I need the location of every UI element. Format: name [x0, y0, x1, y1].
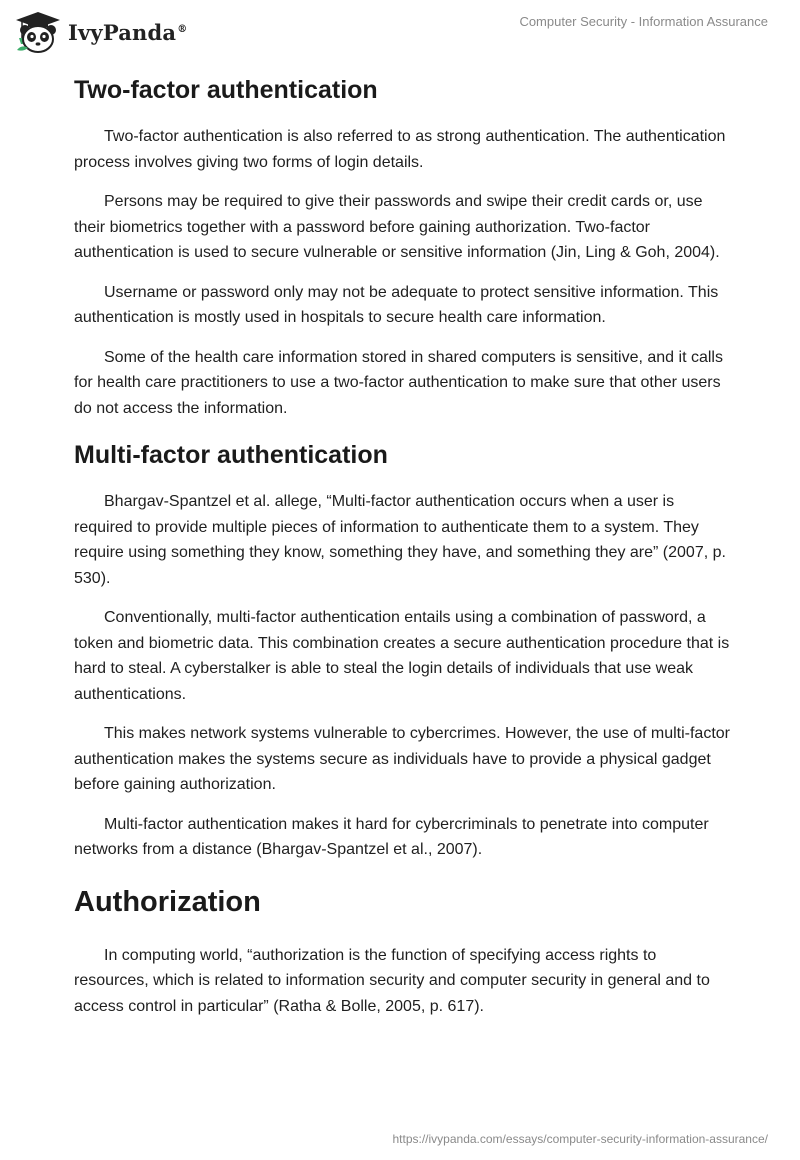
- section-heading-two-factor: Two-factor authentication: [74, 76, 378, 104]
- source-url-link[interactable]: https://ivypanda.com/essays/computer-security-information-assurance/: [392, 1132, 768, 1146]
- article-body: [74, 68, 734, 1019]
- paragraph: Username or password only may not be adequate to protect sensitive information. This authentication is mostly used in hospitals to secure health care information.: [74, 283, 719, 326]
- paragraph: Persons may be required to give their passwords and swipe their credit cards or, use their biometrics together with a password before gaining authorization. Two-factor authentication is used to secure vulnerable or sensitive information (Jin, Ling & Goh, 2004).: [74, 193, 720, 261]
- paragraph: Some of the health care information stored in shared computers is sensitive, and it calls for health care practitioners to use a two-factor authentication to make sure that other users do not access the information.: [74, 348, 723, 417]
- paragraph: Two-factor authentication is also referred to as strong authentication. The authentication process involves giving two forms of login details.: [74, 128, 726, 171]
- paragraph: This makes network systems vulnerable to cybercrimes. However, the use of multi-factor authentication makes the systems secure as individuals have to provide a physical gadget before gaining authorization.: [74, 725, 730, 793]
- brand-name: IvyPanda®: [68, 19, 188, 45]
- section-heading-authorization: Authorization: [74, 885, 261, 918]
- panda-graduation-cap-icon: [14, 10, 62, 54]
- paragraph: Bhargav-Spantzel et al. allege, “Multi-factor authentication occurs when a user is required to provide multiple pieces of information to authenticate them to a system. They require using something they know, something they have, and something they are” (2007, p. 530).: [74, 493, 726, 587]
- page-header: [0, 0, 800, 64]
- paragraph: Conventionally, multi-factor authentication entails using a combination of password, a token and biometric data. This combination creates a secure authentication procedure that is hard to steal. A cyberstalker is able to steal the login details of individuals that use weak authentications.: [74, 609, 730, 703]
- brand-logo[interactable]: [14, 8, 187, 56]
- paragraph: Multi-factor authentication makes it hard for cybercriminals to penetrate into computer networks from a distance (Bhargav-Spantzel et al., 2007).: [74, 815, 709, 858]
- paragraph: In computing world, “authorization is the function of specifying access rights to resources, which is related to information security and computer security in general and to access control in particular” (Ratha & Bolle, 2005, p. 617).: [74, 946, 710, 1015]
- section-heading-multi-factor: Multi-factor authentication: [74, 441, 388, 469]
- document-title: Computer Security - Information Assurance: [519, 14, 768, 29]
